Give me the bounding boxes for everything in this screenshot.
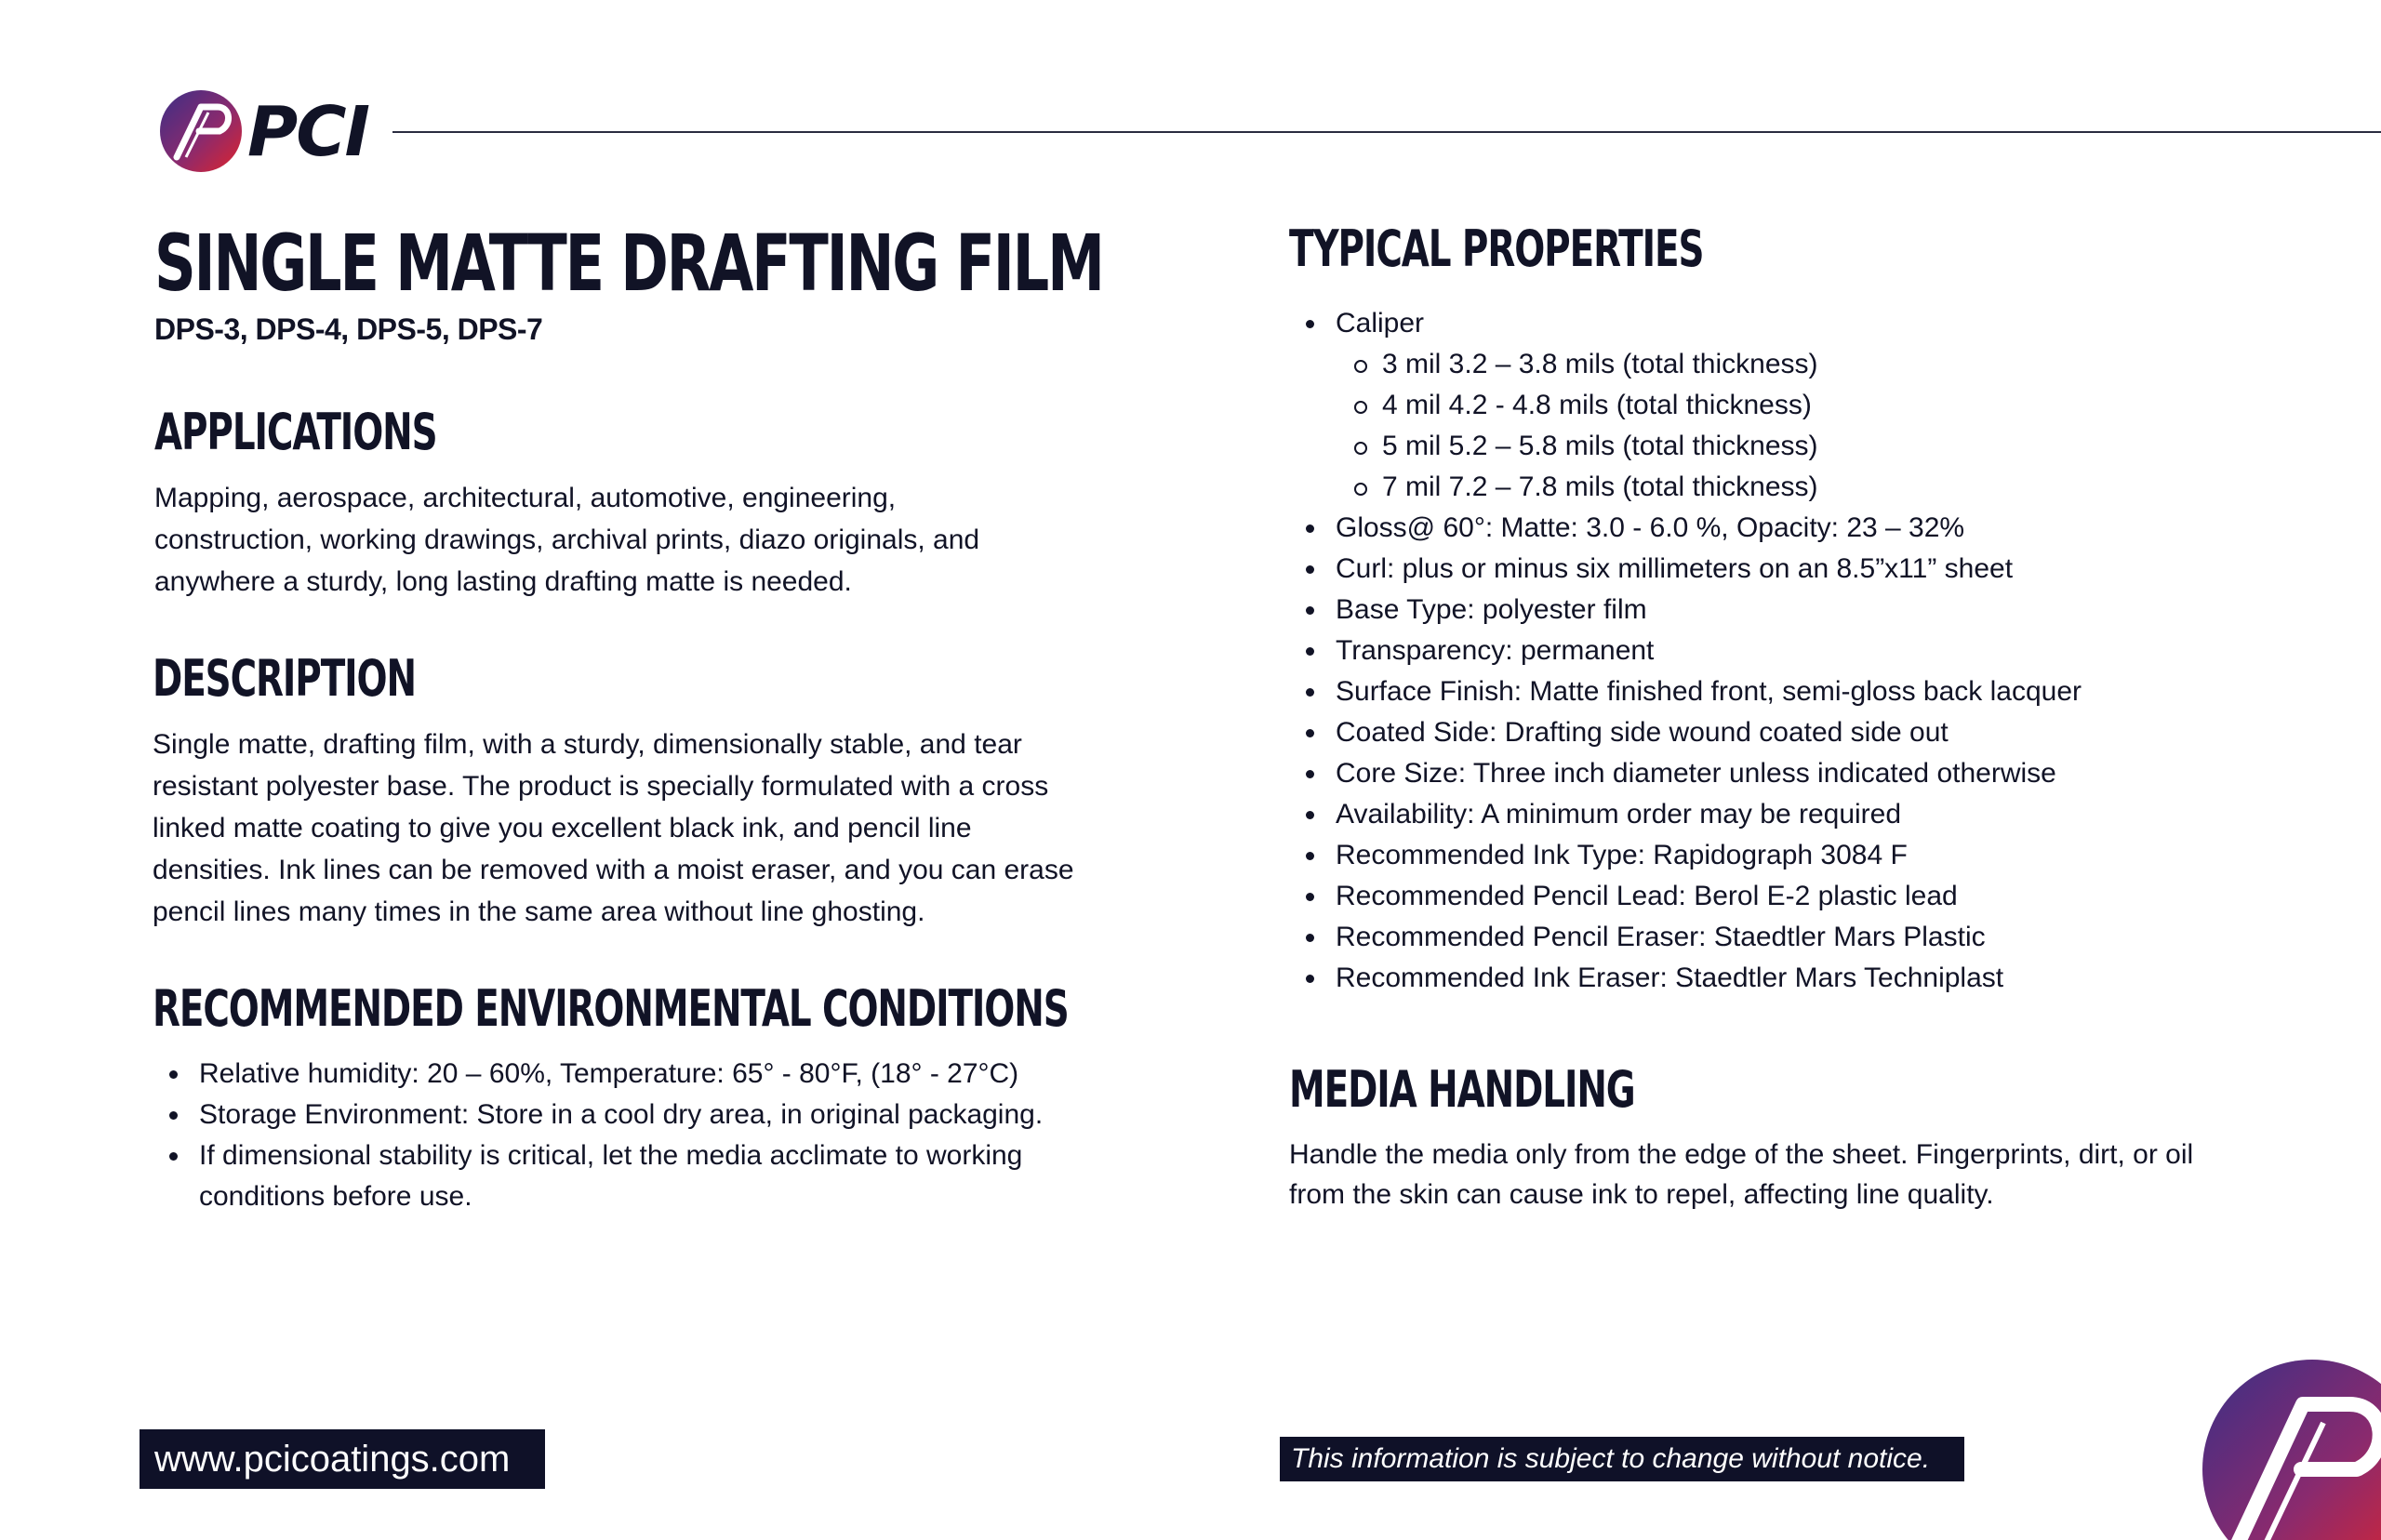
list-item: Transparency: permanent	[1289, 631, 2256, 671]
properties-list	[1289, 303, 2256, 999]
properties-heading: TYPICAL PROPERTIES	[1289, 219, 1704, 278]
applications-heading: APPLICATIONS	[154, 403, 437, 461]
product-codes: DPS-3, DPS-4, DPS-5, DPS-7	[154, 312, 543, 346]
environment-heading: RECOMMENDED ENVIRONMENTAL CONDITIONS	[153, 979, 1069, 1038]
corner-logo-graphic	[2201, 1358, 2381, 1540]
media-handling-heading: MEDIA HANDLING	[1289, 1060, 1635, 1119]
list-item: Recommended Pencil Lead: Berol E-2 plastic lead	[1289, 876, 2256, 917]
list-item: Coated Side: Drafting side wound coated side out	[1289, 712, 2256, 753]
list-item: Base Type: polyester film	[1289, 590, 2256, 631]
logo-wordmark: PCI	[247, 92, 369, 172]
list-item: 5 mil 5.2 – 5.8 mils (total thickness)	[1336, 426, 2256, 467]
list-item: Recommended Ink Type: Rapidograph 3084 F	[1289, 835, 2256, 876]
list-item: 3 mil 3.2 – 3.8 mils (total thickness)	[1336, 344, 2256, 385]
list-item	[1289, 303, 2256, 508]
website-link[interactable]: www.pcicoatings.com	[140, 1429, 545, 1489]
list-item: If dimensional stability is critical, let the media acclimate to working conditions before use.	[153, 1135, 1092, 1217]
pci-logo	[158, 88, 381, 176]
description-text: Single matte, drafting film, with a sturdy, dimensionally stable, and tear resistant polyester base. The product is specially formulated with a cross linked matte coating to give you excellent black ink, and pencil line densities. Ink lines can be removed with a moist eraser, and you can erase pencil lines many times in the same area without line ghosting.	[153, 729, 1074, 927]
list-item: Gloss@ 60°: Matte: 3.0 - 6.0 %, Opacity: 23 – 32%	[1289, 508, 2256, 549]
list-item: 7 mil 7.2 – 7.8 mils (total thickness)	[1336, 467, 2256, 508]
list-item: Storage Environment: Store in a cool dry area, in original packaging.	[153, 1095, 1092, 1135]
caliper-list	[1336, 344, 2256, 508]
list-item: Relative humidity: 20 – 60%, Temperature: 65° - 80°F, (18° - 27°C)	[153, 1054, 1092, 1095]
caliper-label: Caliper	[1336, 308, 1425, 339]
list-item: Recommended Ink Eraser: Staedtler Mars Techniplast	[1289, 958, 2256, 999]
pci-logo-icon	[158, 88, 244, 174]
list-item: 4 mil 4.2 - 4.8 mils (total thickness)	[1336, 385, 2256, 426]
disclaimer-note: This information is subject to change without notice.	[1280, 1437, 1964, 1481]
list-item: Availability: A minimum order may be required	[1289, 794, 2256, 835]
list-item: Surface Finish: Matte finished front, semi-gloss back lacquer	[1289, 671, 2256, 712]
description-heading: DESCRIPTION	[153, 649, 416, 708]
left-column	[153, 212, 1103, 1217]
list-item: Core Size: Three inch diameter unless indicated otherwise	[1289, 753, 2256, 794]
list-item: Curl: plus or minus six millimeters on an 8.5”x11” sheet	[1289, 549, 2256, 590]
header-divider	[392, 131, 2381, 133]
applications-text: Mapping, aerospace, architectural, automotive, engineering, construction, working drawings, archival prints, diazo originals, and anywhere a sturdy, long lasting drafting matte is needed.	[154, 483, 980, 597]
right-column	[1289, 212, 2256, 1215]
corner-logo-icon	[2201, 1358, 2381, 1540]
page-title: SINGLE MATTE DRAFTING FILM	[154, 218, 1103, 309]
environment-list	[153, 1054, 1092, 1217]
list-item: Recommended Pencil Eraser: Staedtler Mars Plastic	[1289, 917, 2256, 958]
media-handling-text: Handle the media only from the edge of the sheet. Fingerprints, dirt, or oil from the skin can cause ink to repel, affecting line quality.	[1289, 1139, 2194, 1210]
